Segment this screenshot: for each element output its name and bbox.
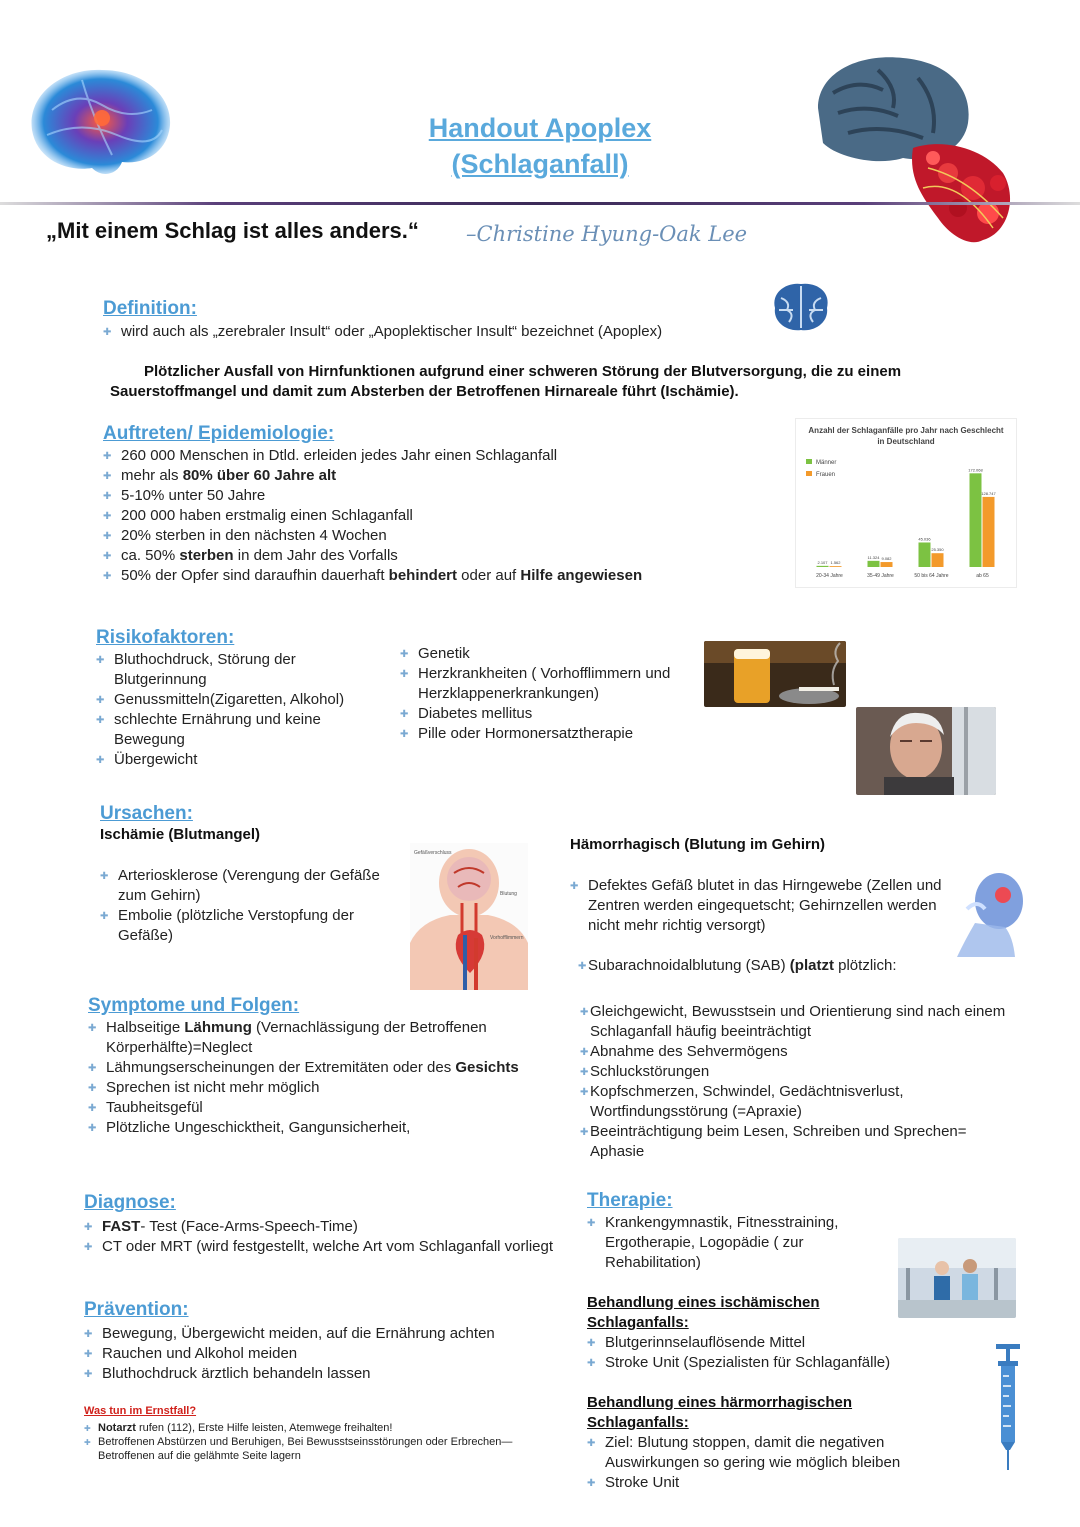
text-plain: Lähmungserscheinungen der Extremitäten oder des — [106, 1059, 456, 1076]
bar-men — [970, 473, 982, 567]
ischemia-item: ✚ Arteriosklerose (Verengung der Gefäße zum Gehirn) — [100, 866, 390, 906]
hemorrhagic-treatment-item: ✚ Ziel: Blutung stoppen, damit die negativen Auswirkungen so gering wie möglich bleiben — [587, 1433, 957, 1473]
definition-paragraph: Plötzlicher Ausfall von Hirnfunktionen aufgrund einer schweren Störung der Blutversorgung, die zu einem Sauerstoffmangel und damit zum Absterben der Betroffenen Hirnareale führt (Ischämie). — [110, 363, 902, 400]
symptom-item: ✚ Plötzliche Ungeschicktheit, Gangunsicherheit, — [88, 1118, 538, 1138]
prevention-item: ✚ Bluthochdruck ärztlich behandeln lassen — [84, 1364, 554, 1384]
bar-women — [881, 562, 893, 567]
symptom-item: ✚ Abnahme des Sehvermögens — [580, 1042, 1010, 1062]
prevention-item: ✚ Rauchen und Alkohol meiden — [84, 1344, 554, 1364]
bar-men — [919, 542, 931, 567]
hemorrhagic-title: Hämorrhagisch (Blutung im Gehirn) — [570, 836, 826, 853]
text-bold: Notarzt — [98, 1422, 136, 1434]
diagnosis-item: ✚ CT oder MRT (wird festgestellt, welche Art vom Schlaganfall vorliegt — [84, 1237, 554, 1257]
prevention-heading: Prävention: — [84, 1299, 189, 1320]
bar-value-label: 11.324 — [867, 554, 880, 560]
text-plain: in dem Jahr des Vorfalls — [233, 547, 398, 564]
text-bold: FAST — [102, 1218, 141, 1235]
bar-value-label: 25.350 — [931, 547, 944, 553]
text-bold: Lähmung — [184, 1019, 252, 1036]
bar-value-label: 128.747 — [981, 490, 996, 496]
title-line-2: (Schlaganfall) — [451, 149, 629, 179]
diagnosis-item — [84, 1217, 554, 1237]
hemorrhagic-treatment-title: Behandlung eines härmorrhagischen Schlaganfalls: — [587, 1394, 853, 1431]
symptom-item: ✚ Kopfschmerzen, Schwindel, Gedächtnisverlust, Wortfindungsstörung (=Apraxie) — [580, 1082, 1010, 1122]
ischemic-treatment-item: ✚ Blutgerinnselauflösende Mittel — [587, 1333, 947, 1353]
circulation-diagram — [410, 843, 528, 990]
symptom-item: ✚ Sprechen ist nicht mehr möglich — [88, 1078, 538, 1098]
epidemiology-item: ✚ 20% sterben in den nächsten 4 Wochen — [103, 526, 783, 546]
text-bold: (platzt — [789, 957, 834, 974]
text-plain: oder auf — [457, 567, 521, 584]
epidemiology-item: ✚ 200 000 haben erstmalig einen Schlaganfall — [103, 506, 783, 526]
therapy-heading: Therapie: — [587, 1190, 673, 1211]
risk-heading: Risikofaktoren: — [96, 627, 235, 648]
text-plain: rufen (112), Erste Hilfe leisten, Atemwege freihalten! — [135, 1422, 393, 1434]
bar-value-label: 1.562 — [830, 560, 841, 566]
text-bold: 80% über 60 Jahre alt — [182, 467, 337, 484]
symptom-item — [88, 1018, 538, 1058]
text-bold: Gesichts — [455, 1059, 519, 1076]
symptom-item: ✚ Schluckstörungen — [580, 1062, 1010, 1082]
bar-value-label: 45.036 — [918, 536, 931, 542]
hemorrhagic-item: ✚ Defektes Gefäß blutet in das Hirngewebe (Zellen und Zentren werden eingequetscht; Gehirnzellen werden nicht mehr richtig versorgt) — [570, 876, 950, 936]
x-tick-label: ab 65 — [976, 573, 989, 579]
bar-value-label: 172.068 — [968, 467, 983, 473]
diagram-label-afib: Vorhofflimmern — [490, 935, 524, 941]
header-divider — [0, 202, 1080, 205]
risk-item: ✚ Bluthochdruck, Störung der Blutgerinnung — [96, 650, 371, 690]
text-bold: sterben — [179, 547, 234, 564]
text-plain: plötzlich: — [833, 957, 897, 974]
chart-title-line-2: in Deutschland — [877, 437, 935, 446]
ischemia-item: ✚ Embolie (plötzliche Verstopfung der Gefäße) — [100, 906, 390, 946]
risk-item: ✚ schlechte Ernährung und keine Bewegung — [96, 710, 371, 750]
epidemiology-item — [103, 566, 783, 586]
emergency-item: ✚ Betroffenen Abstürzen und Beruhigen, Bei Bewusstseinsstörungen oder Erbrechen— Betroffenen auf die gelähmte Seite lagern — [84, 1435, 524, 1463]
emergency-heading: Was tun im Ernstfall? — [84, 1405, 197, 1417]
legend-label-women: Frauen — [816, 472, 836, 478]
elderly-man-photo — [856, 707, 996, 795]
epidemiology-item: ✚ 260 000 Menschen in Dtld. erleiden jedes Jahr einen Schlaganfall — [103, 446, 783, 466]
ischemic-treatment-item: ✚ Stroke Unit (Spezialisten für Schlaganfälle) — [587, 1353, 947, 1373]
title-line-1: Handout Apoplex — [428, 113, 652, 143]
bar-women — [983, 497, 995, 567]
diagram-label-occlusion: Gefäßverschluss — [414, 850, 452, 856]
legend-swatch-women — [806, 471, 812, 476]
text-plain: Subarachnoidalblutung (SAB) — [588, 957, 790, 974]
stroke-count-chart — [795, 418, 1017, 588]
text-plain: Halbseitige — [106, 1019, 185, 1036]
diagnosis-heading: Diagnose: — [84, 1192, 176, 1213]
symptoms-heading: Symptome und Folgen: — [88, 995, 300, 1016]
quote-author: –Christine Hyung-Oak Lee — [466, 222, 748, 246]
definition-bullet: ✚ wird auch als „zerebraler Insult“ oder „Apoplektischer Insult“ bezeichnet (Apoplex) — [103, 322, 803, 342]
text-plain: (Vernachlässigung der Betroffenen Körperhälfte)=Neglect — [106, 1019, 487, 1056]
risk-item: ✚ Diabetes mellitus — [400, 704, 675, 724]
diagram-label-bleeding: Blutung — [500, 891, 517, 897]
quote-text: „Mit einem Schlag ist alles anders.“ — [46, 218, 419, 243]
bar-value-label: 2.107 — [817, 559, 828, 565]
risk-item: ✚ Übergewicht — [96, 750, 371, 770]
ischemic-treatment-title: Behandlung eines ischämischen Schlaganfalls: — [587, 1294, 820, 1331]
prevention-item: ✚ Bewegung, Übergewicht meiden, auf die Ernährung achten — [84, 1324, 554, 1344]
definition-heading: Definition: — [103, 298, 197, 319]
hemorrhagic-item — [578, 956, 958, 976]
symptom-item: ✚ Beeinträchtigung beim Lesen, Schreiben und Sprechen= Aphasie — [580, 1122, 1010, 1162]
head-pain-image — [955, 865, 1035, 960]
epidemiology-item: ✚ 5-10% unter 50 Jahre — [103, 486, 783, 506]
hemorrhagic-treatment-item: ✚ Stroke Unit — [587, 1473, 957, 1493]
bar-women — [932, 553, 944, 567]
causes-heading: Ursachen: — [100, 803, 193, 824]
legend-swatch-men — [806, 459, 812, 464]
text-bold: Hilfe angewiesen — [520, 567, 643, 584]
text-plain: mehr als — [121, 467, 183, 484]
therapy-item: ✚ Krankengymnastik, Fitnesstraining, Ergotherapie, Logopädie ( zur Rehabilitation) — [587, 1213, 867, 1273]
bar-men — [868, 561, 880, 567]
x-tick-label: 20-34 Jahre — [816, 573, 843, 579]
risk-item: ✚ Genussmitteln(Zigaretten, Alkohol) — [96, 690, 371, 710]
text-plain: 50% der Opfer sind daraufhin dauerhaft — [121, 567, 389, 584]
chart-title-line-1: Anzahl der Schlaganfälle pro Jahr nach Geschlecht — [808, 426, 1004, 435]
text-plain: - Test (Face-Arms-Speech-Time) — [140, 1218, 358, 1235]
legend-label-men: Männer — [816, 460, 837, 466]
epidemiology-heading: Auftreten/ Epidemiologie: — [103, 423, 335, 444]
risk-item: ✚ Genetik — [400, 644, 675, 664]
beer-cigarette-photo — [704, 641, 846, 707]
symptom-item — [88, 1058, 538, 1078]
bar-women — [830, 566, 842, 567]
epidemiology-item — [103, 546, 783, 566]
symptom-item: ✚ Taubheitsgefül — [88, 1098, 538, 1118]
ischemia-title: Ischämie (Blutmangel) — [100, 826, 261, 843]
epidemiology-item — [103, 466, 783, 486]
emergency-item — [84, 1421, 524, 1435]
x-tick-label: 35-49 Jahre — [867, 573, 894, 579]
syringe-icon — [990, 1342, 1026, 1472]
x-tick-label: 50 bis 64 Jahre — [914, 573, 949, 579]
text-plain: ca. 50% — [121, 547, 180, 564]
bar-value-label: 9.082 — [881, 556, 892, 562]
rehabilitation-photo — [898, 1238, 1016, 1318]
risk-item: ✚ Pille oder Hormonersatztherapie — [400, 724, 675, 744]
symptom-item: ✚ Gleichgewicht, Bewusstsein und Orientierung sind nach einem Schlaganfall häufig beeinträchtigt — [580, 1002, 1010, 1042]
text-bold: behindert — [388, 567, 458, 584]
bar-men — [817, 566, 829, 567]
risk-item: ✚ Herzkrankheiten ( Vorhofflimmern und Herzklappenerkrankungen) — [400, 664, 675, 704]
